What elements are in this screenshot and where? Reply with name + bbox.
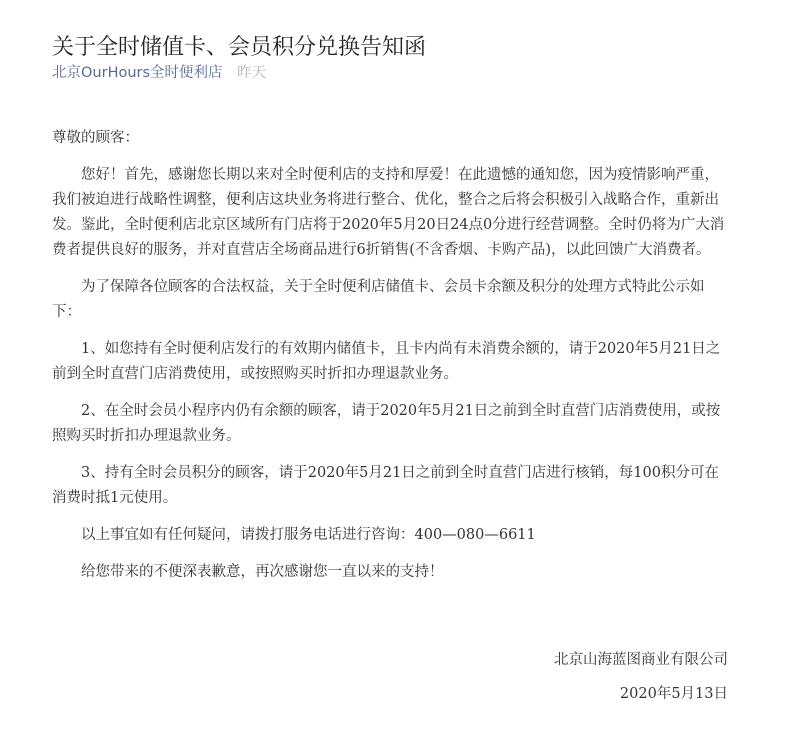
paragraph-item-1: 1、如您持有全时便利店发行的有效期内储值卡，且卡内尚有未消费余额的，请于2020年5月21日之前到全时直营门店消费使用，或按照购买时折扣办理退款业务。	[52, 341, 721, 382]
paragraph-item-2: 2、在全时会员小程序内仍有余额的顾客，请于2020年5月21日之前到全时直营门店消费使用，或按照购买时折扣办理退款业务。	[52, 403, 721, 444]
account-name-link[interactable]: 北京OurHours全时便利店	[52, 65, 223, 81]
paragraph-contact: 以上事宜如有任何疑问，请拨打服务电话进行咨询：400—080—6611	[81, 527, 536, 543]
signature-date: 2020年5月13日	[619, 686, 728, 702]
article-title: 关于全时储值卡、会员积分兑换告知函	[52, 34, 427, 60]
paragraph-apology: 给您带来的不便深表歉意，再次感谢您一直以来的支持！	[81, 564, 444, 580]
paragraph-notice: 为了保障各位顾客的合法权益，关于全时便利店储值卡、会员卡余额及积分的处理方式特此公示如下：	[52, 279, 705, 320]
publish-time: 昨天	[237, 65, 267, 81]
paragraph-intro: 您好！首先，感谢您长期以来对全时便利店的支持和厚爱！在此遗憾的通知您，因为疫情影响严重，我们被迫进行战略性调整，便利店这块业务将进行整合、优化，整合之后将会积极引入战略合作，重新出发。鉴此，全时便利店北京区域所有门店将于2020年5月20日24点0分进行经营调整。全时仍将为广大消费者提供良好的服务，并对直营店全场商品进行6折销售(不含香烟、卡购产品)，以此回馈广大消费者。	[52, 167, 725, 258]
salutation: 尊敬的顾客：	[52, 130, 139, 146]
letter-body	[52, 126, 728, 597]
article-meta	[52, 61, 266, 85]
signature-company: 北京山海蓝图商业有限公司	[554, 652, 728, 668]
paragraph-item-3: 3、持有全时会员积分的顾客，请于2020年5月21日之前到全时直营门店进行核销，每100积分可在消费时抵1元使用。	[52, 465, 719, 506]
